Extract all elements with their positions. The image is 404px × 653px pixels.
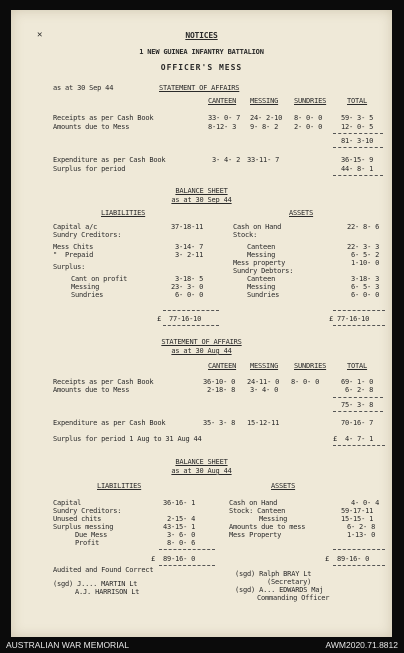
b1-a3-val: 22- 3- 3 [347, 243, 380, 251]
s2-asat: as at 30 Aug 44 [171, 347, 232, 355]
b2-a5-label: Mess Property [229, 531, 282, 539]
b1-l7-val: 23- 3- 0 [171, 283, 204, 291]
b1-l7-label: Messing [71, 283, 100, 291]
b2-l6-val: 8- 0- 6 [167, 539, 196, 547]
s2-r1-sundries: 8- 0- 0 [291, 378, 320, 386]
s2-col-total: TOTAL [347, 362, 368, 370]
s2-r4-total: £ 4- 7- 1 [333, 435, 374, 443]
audited-note: Audited and Found Correct [53, 566, 154, 574]
s1-col-canteen: CANTEEN [208, 97, 237, 105]
b1-l5-label: Surplus: [53, 263, 86, 271]
b2-l2-label: Sundry Creditors: [53, 507, 122, 515]
s2-rule-1 [333, 397, 383, 398]
s1-r1-total: 59- 3- 5 [341, 114, 374, 122]
b1-a6-label: Sundry Debtors: [233, 267, 294, 275]
b2-a4-val: 6- 2- 8 [347, 523, 376, 531]
b1-a7-label: Canteen [247, 275, 276, 283]
footer-institution: AUSTRALIAN WAR MEMORIAL [6, 640, 129, 650]
b1-l4-val: 3- 2-11 [175, 251, 204, 259]
b1-l2-label: Sundry Creditors: [53, 231, 122, 239]
s1-asat: as at 30 Sep 44 [53, 84, 114, 92]
b1-a1-label: Cash on Hand [233, 223, 282, 231]
s2-r3-messing: 15-12-11 [247, 419, 280, 427]
b1-a2-label: Stock: [233, 231, 258, 239]
s2-r2-total: 6- 2- 8 [345, 386, 374, 394]
s1-subtotal: 81- 3-10 [341, 137, 374, 145]
s2-r1-canteen: 36-10- 0 [203, 378, 236, 386]
document-sheet [11, 10, 392, 637]
b2-l5-label: Due Mess [75, 531, 108, 539]
s1-r3-messing: 33-11- 7 [247, 156, 280, 164]
s1-r4-label: Surplus for period [53, 165, 126, 173]
b2-l4-label: Surplus messing [53, 523, 114, 531]
b1-ltotal-rule-bottom [163, 325, 219, 326]
b2-atotal: £ 89-16- 0 [325, 555, 370, 563]
s2-r2-label: Amounts due to Mess [53, 386, 130, 394]
s1-r1-sundries: 8- 0- 0 [294, 114, 323, 122]
b1-a4-val: 6- 5- 2 [351, 251, 380, 259]
b1-liabilities: LIABILITIES [101, 209, 146, 217]
co-title: Commanding Officer [257, 594, 330, 602]
s2-col-sundries: SUNDRIES [294, 362, 327, 370]
s1-col-sundries: SUNDRIES [294, 97, 327, 105]
b1-atotal: £ 77-16-10 [329, 315, 370, 323]
b2-l5-val: 3- 6- 0 [167, 531, 196, 539]
b2-assets: ASSETS [271, 482, 296, 490]
unit-name: 1 NEW GUINEA INFANTRY BATTALION [139, 48, 264, 56]
b1-atotal-rule-bottom [333, 325, 385, 326]
footer-accession: AWM2020.71.8812 [325, 640, 398, 650]
b1-a7-val: 3-18- 3 [351, 275, 380, 283]
s1-rule-1 [333, 133, 383, 134]
b2-a2-val: 59-17-11 [341, 507, 374, 515]
s2-r3-label: Expenditure as per Cash Book [53, 419, 166, 427]
b1-asat: as at 30 Sep 44 [171, 196, 232, 204]
b1-l6-label: Cant on profit [71, 275, 128, 283]
s1-r2-canteen: 8-12- 3 [208, 123, 237, 131]
b2-a4-label: Amounts due to mess [229, 523, 306, 531]
mess-name: OFFICER'S MESS [160, 63, 243, 72]
co-sig: (sgd) A... EDWARDS Maj [235, 586, 324, 594]
s1-col-messing: MESSING [250, 97, 279, 105]
b2-heading: BALANCE SHEET [175, 458, 228, 466]
b1-l8-label: Sundries [71, 291, 104, 299]
b2-atotal-rule-bottom [333, 565, 385, 566]
b1-a9-label: Sundries [247, 291, 280, 299]
auditor-1: (sgd) J.... MARTIN Lt [53, 580, 138, 588]
s1-r3-total: 36-15- 9 [341, 156, 374, 164]
s2-col-canteen: CANTEEN [208, 362, 237, 370]
s2-subtotal: 75- 3- 8 [341, 401, 374, 409]
s1-col-total: TOTAL [347, 97, 368, 105]
b2-a3-label: Messing [259, 515, 288, 523]
s2-r1-messing: 24-11- 0 [247, 378, 280, 386]
s1-r1-messing: 24- 2-10 [250, 114, 283, 122]
b2-a1-label: Cash on Hand [229, 499, 278, 507]
b1-ltotal-rule-top [163, 310, 219, 311]
b1-a8-label: Messing [247, 283, 276, 291]
s2-r3-total: 70-16- 7 [341, 419, 374, 427]
b1-a4-label: Messing [247, 251, 276, 259]
b1-ltotal: £ 77-16-10 [157, 315, 202, 323]
b1-a5-label: Mess property [233, 259, 286, 267]
b2-a1-val: 4- 0- 4 [351, 499, 380, 507]
b2-l1-label: Capital [53, 499, 82, 507]
s1-r2-messing: 9- 8- 2 [250, 123, 279, 131]
b2-ltotal: £ 89-16- 0 [151, 555, 196, 563]
doc-title: NOTICES [185, 31, 218, 40]
s2-rule-3 [333, 445, 385, 446]
b1-l1-label: Capital a/c [53, 223, 98, 231]
b1-l4-label: " Prepaid [53, 251, 94, 259]
s1-r4-total: 44- 8- 1 [341, 165, 374, 173]
b1-l6-val: 3-18- 5 [175, 275, 204, 283]
s1-rule-2 [333, 147, 383, 148]
b1-assets: ASSETS [289, 209, 314, 217]
b1-l3-val: 3-14- 7 [175, 243, 204, 251]
b2-atotal-rule-top [333, 549, 385, 550]
s2-r2-canteen: 2-18- 8 [207, 386, 236, 394]
b2-ltotal-rule-bottom [159, 565, 215, 566]
b1-a5-val: 1-10- 0 [351, 259, 380, 267]
s2-r1-label: Receipts as per Cash Book [53, 378, 154, 386]
s1-r1-label: Receipts as per Cash Book [53, 114, 154, 122]
b2-asat: as at 30 Aug 44 [171, 467, 232, 475]
b2-l1-val: 36-16- 1 [163, 499, 196, 507]
s1-r3-label: Expenditure as per Cash Book [53, 156, 166, 164]
b2-l4-val: 43-15- 1 [163, 523, 196, 531]
s1-r2-sundries: 2- 0- 0 [294, 123, 323, 131]
b1-l3-label: Mess Chits [53, 243, 94, 251]
b1-a9-val: 6- 0- 0 [351, 291, 380, 299]
b2-liabilities: LIABILITIES [97, 482, 142, 490]
archive-footer [0, 637, 404, 653]
s2-r2-messing: 3- 4- 0 [250, 386, 279, 394]
secretary-title: (Secretary) [267, 578, 312, 586]
b1-l1-val: 37-18-11 [171, 223, 204, 231]
b2-l3-val: 2-15- 4 [167, 515, 196, 523]
secretary-sig: (sgd) Ralph BRAY Lt [235, 570, 312, 578]
s1-rule-3 [333, 175, 383, 176]
s2-heading: STATEMENT OF AFFAIRS [161, 338, 242, 346]
b1-l8-val: 6- 0- 0 [175, 291, 204, 299]
b2-a2-label: Stock: Canteen [229, 507, 286, 515]
b1-a3-label: Canteen [247, 243, 276, 251]
pin-mark: ✕ [37, 30, 43, 40]
b1-a8-val: 6- 5- 3 [351, 283, 380, 291]
s2-col-messing: MESSING [250, 362, 279, 370]
b2-l6-label: Profit [75, 539, 100, 547]
b2-l3-label: Unused chits [53, 515, 102, 523]
s2-r1-total: 69- 1- 0 [341, 378, 374, 386]
b2-a5-val: 1-13- 0 [347, 531, 376, 539]
s1-r2-total: 12- 0- 5 [341, 123, 374, 131]
s2-rule-2 [333, 411, 383, 412]
auditor-2: A.J. HARRISON Lt [75, 588, 140, 596]
b1-heading: BALANCE SHEET [175, 187, 228, 195]
s1-r1-canteen: 33- 0- 7 [208, 114, 241, 122]
b1-a1-val: 22- 8- 6 [347, 223, 380, 231]
s1-r3-canteen: 3- 4- 2 [212, 156, 241, 164]
s1-heading: STATEMENT OF AFFAIRS [159, 84, 240, 92]
s1-r2-label: Amounts due to Mess [53, 123, 130, 131]
b1-atotal-rule-top [333, 310, 385, 311]
b2-ltotal-rule-top [159, 549, 215, 550]
s2-r4-label: Surplus for period 1 Aug to 31 Aug 44 [53, 435, 202, 443]
b2-a3-val: 15-15- 1 [341, 515, 374, 523]
s2-r3-canteen: 35- 3- 8 [203, 419, 236, 427]
